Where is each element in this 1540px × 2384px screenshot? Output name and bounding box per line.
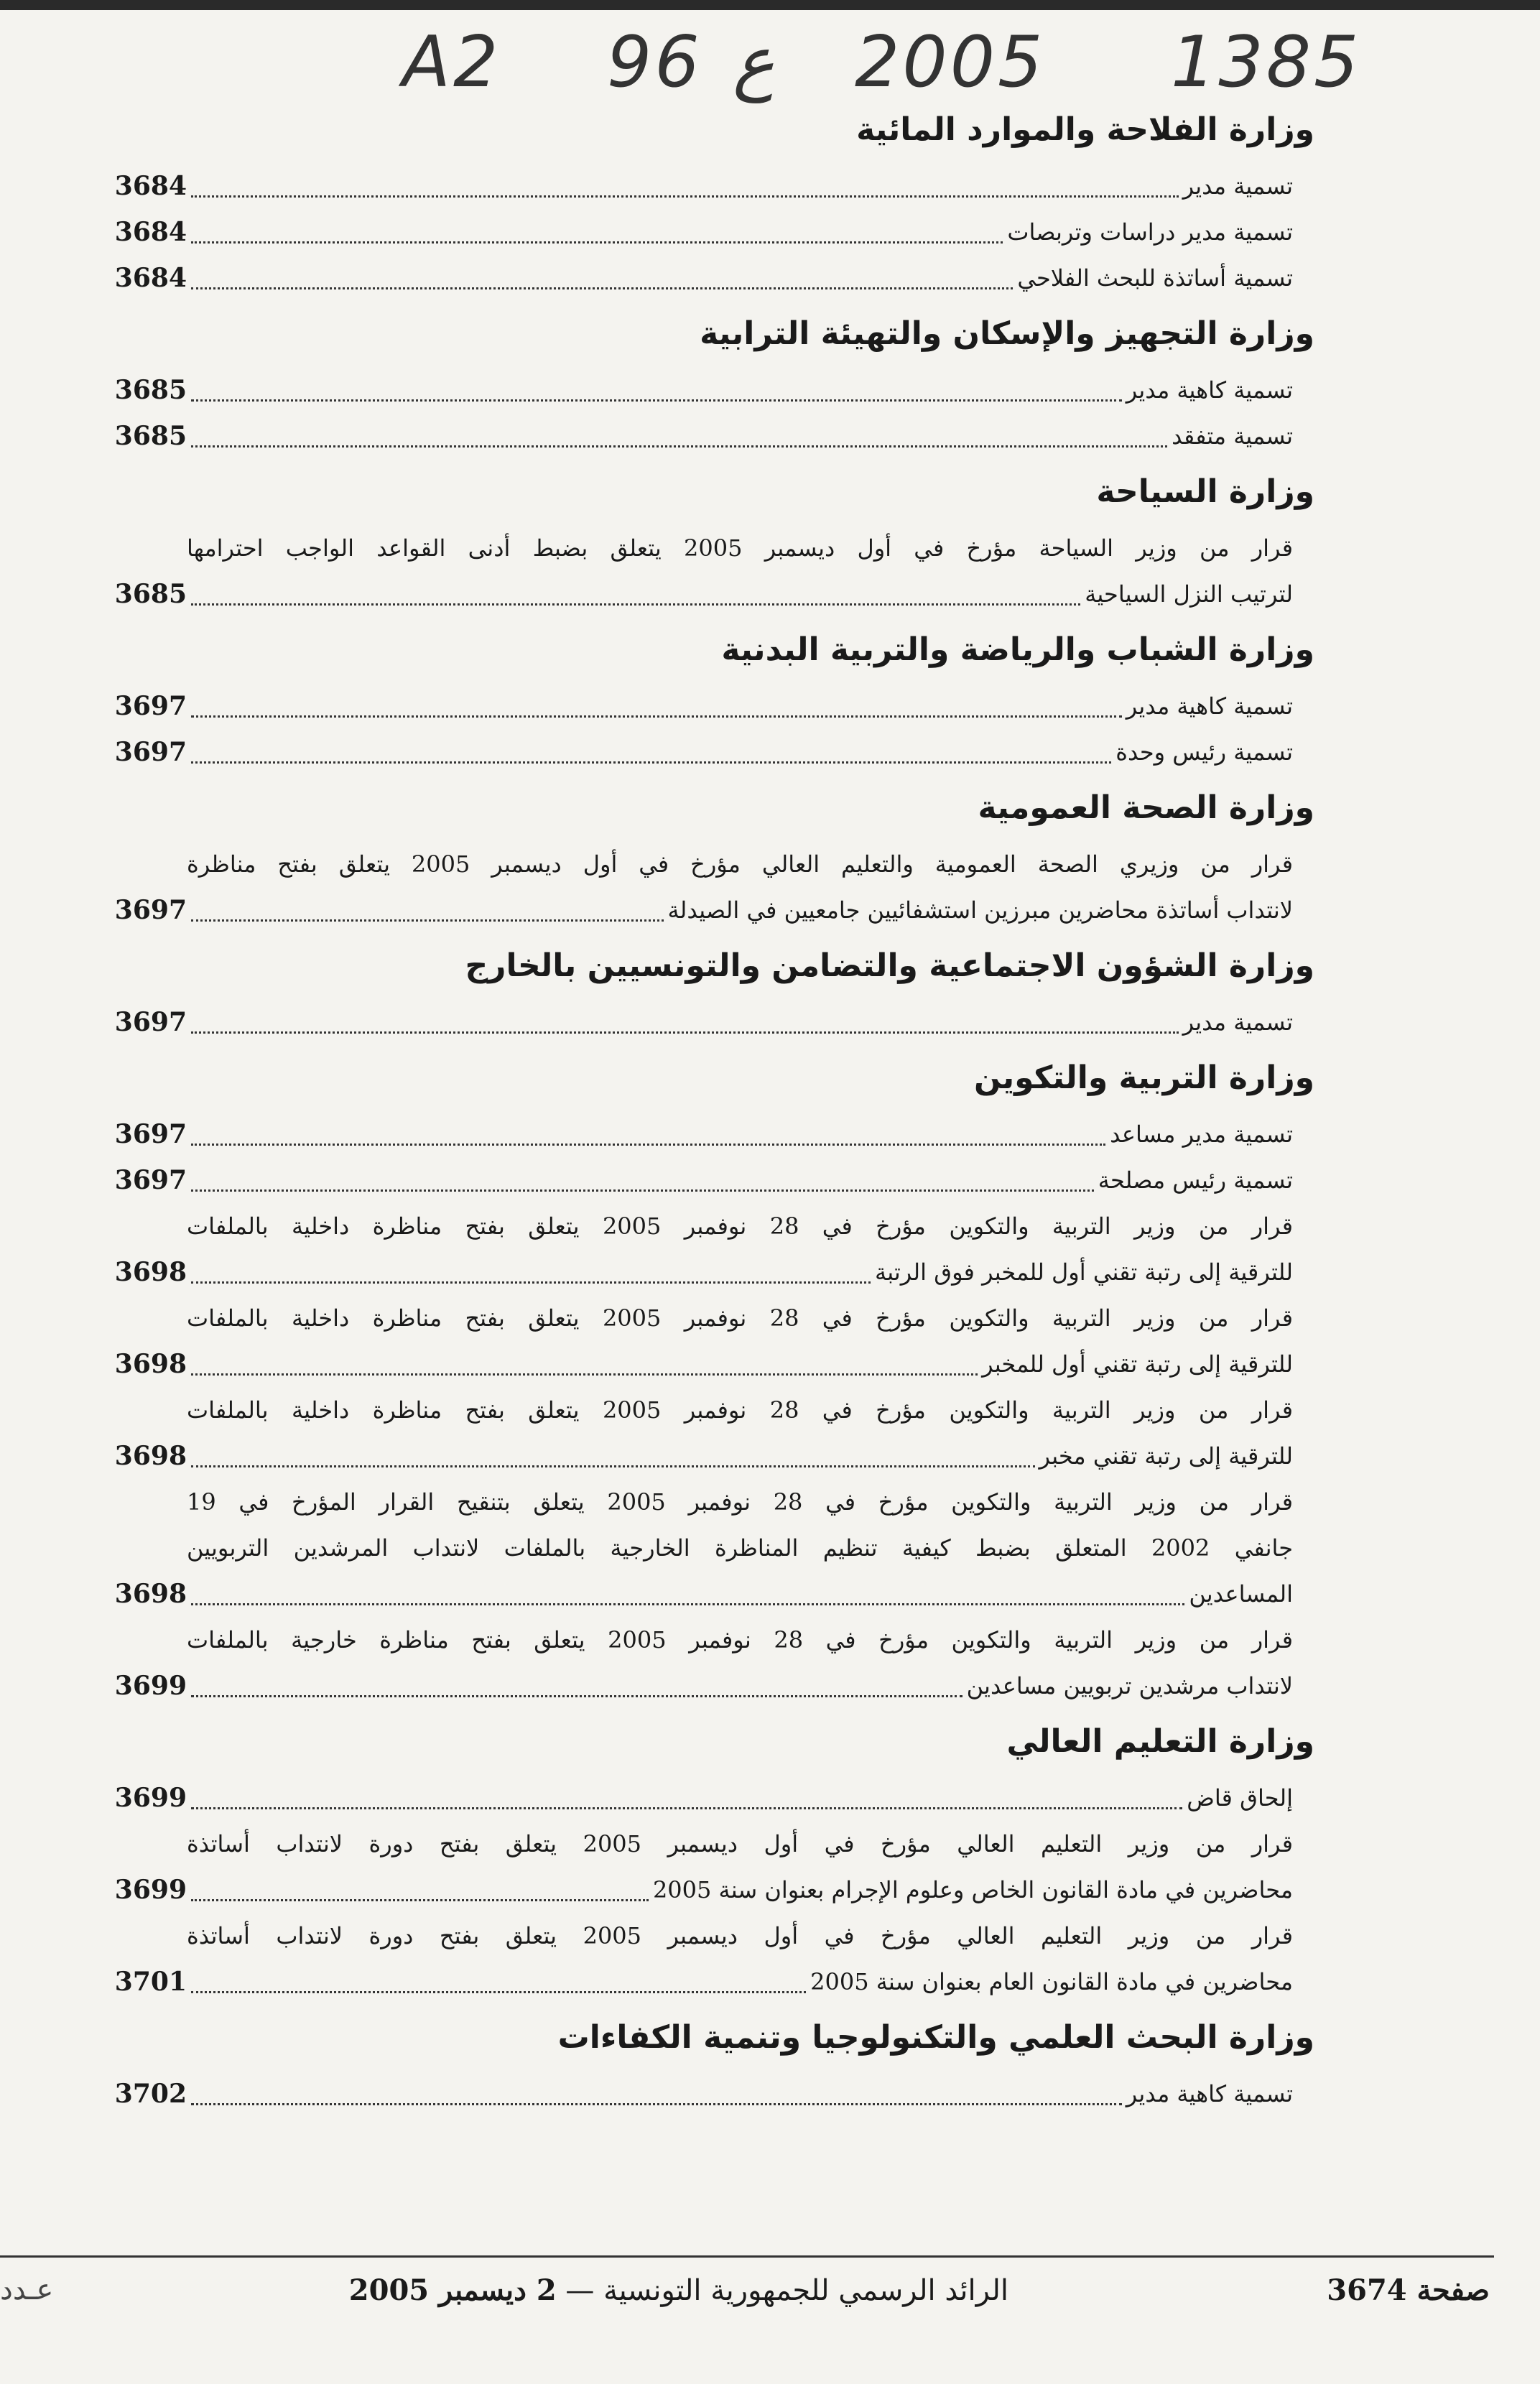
entry-page-number: 3685 <box>114 421 187 451</box>
issue-label-cut: عـدد <box>0 2273 54 2306</box>
leader-dots <box>191 287 1013 289</box>
leader-dots <box>191 1144 1105 1146</box>
handwritten-number: 96 <box>607 22 702 103</box>
ministry-title: وزارة الصحة العمومية <box>978 789 1314 826</box>
entry-text-line: لترتيب النزل السياحية <box>1085 580 1293 608</box>
entry-page-number: 3698 <box>114 1441 187 1471</box>
ministry-section <box>108 1055 1314 1709</box>
ministry-section <box>108 627 1314 775</box>
entry-text: تسمية مدير <box>1182 172 1293 200</box>
gazette-date: 2 ديسمبر 2005 <box>348 2273 557 2307</box>
entry-text-line: لانتداب مرشدين تربويين مساعدين <box>966 1672 1293 1699</box>
toc-entry <box>108 1157 1293 1203</box>
entry-text-line: قرار من وزير التعليم العالي مؤرخ في أول ديسمبر 2005 يتعلق بفتح دورة لانتداب أساتذة <box>187 1830 1294 1857</box>
leader-dots <box>191 603 1080 606</box>
entry-text-line: المساعدين <box>1189 1580 1293 1608</box>
ministry-section <box>108 943 1314 1045</box>
leader-dots <box>191 399 1122 402</box>
toc-entry <box>108 841 1293 933</box>
page-footer <box>0 2273 1540 2316</box>
leader-dots <box>191 1807 1182 1809</box>
leader-dots <box>191 715 1122 718</box>
entry-text: تسمية مدير <box>1182 1008 1293 1036</box>
entry-page-number: 3697 <box>114 895 187 925</box>
gazette-title <box>349 2273 1008 2307</box>
toc-entry <box>108 209 1293 255</box>
entry-page-number: 3699 <box>114 1875 187 1905</box>
entry-text: تسمية مدير مساعد <box>1110 1121 1293 1148</box>
ministry-section <box>108 311 1314 459</box>
toc-entry <box>108 1913 1293 2005</box>
toc-entry <box>108 1203 1293 1295</box>
entry-text: إلحاق قاض <box>1187 1784 1293 1812</box>
entry-text-line: للترقية إلى رتبة تقني أول للمخبر فوق الرتبة <box>875 1258 1293 1286</box>
entry-page-number: 3697 <box>114 1119 187 1149</box>
ministry-title: وزارة السياحة <box>1096 473 1314 510</box>
entry-text-line: محاضرين في مادة القانون العام بعنوان سنة 2005 <box>810 1968 1293 1995</box>
leader-dots <box>191 1465 1035 1467</box>
entry-text-line: قرار من وزير التربية والتكوين مؤرخ في 28 نوفمبر 2005 يتعلق بفتح مناظرة داخلية بالملفات <box>187 1304 1294 1332</box>
entry-text-line: محاضرين في مادة القانون الخاص وعلوم الإجرام بعنوان سنة 2005 <box>652 1876 1293 1903</box>
entry-text-line: قرار من وزيري الصحة العمومية والتعليم العالي مؤرخ في أول ديسمبر 2005 يتعلق بفتح مناظرة <box>187 850 1294 878</box>
leader-dots <box>191 1899 649 1901</box>
entry-page-number: 3697 <box>114 737 187 767</box>
entry-page-number: 3685 <box>114 375 187 405</box>
toc-entry <box>108 1295 1293 1387</box>
entry-text: تسمية كاهية مدير <box>1126 692 1293 720</box>
ministry-title: وزارة الشؤون الاجتماعية والتضامن والتونسيين بالخارج <box>465 947 1314 984</box>
entry-page-number: 3698 <box>114 1579 187 1609</box>
ministry-title: وزارة التعليم العالي <box>1006 1723 1314 1760</box>
footer-separator: — <box>565 2274 595 2307</box>
handwritten-year: 2005 <box>855 22 1046 103</box>
handwritten-annotation <box>402 14 1393 101</box>
toc-entry <box>108 413 1293 459</box>
entry-page-number: 3697 <box>114 1007 187 1037</box>
entry-page-number: 3699 <box>114 1783 187 1813</box>
leader-dots <box>191 1281 871 1284</box>
toc-entry <box>108 367 1293 413</box>
entry-text: تسمية كاهية مدير <box>1126 2080 1293 2107</box>
leader-dots <box>191 1189 1094 1192</box>
ministry-title: وزارة الفلاحة والموارد المائية <box>856 111 1314 148</box>
entry-text: تسمية متفقد <box>1172 422 1293 450</box>
entry-text-line: قرار من وزير السياحة مؤرخ في أول ديسمبر 2005 يتعلق بضبط أدنى القواعد الواجب احترامها <box>187 534 1294 562</box>
page-number: صفحة 3674 <box>1327 2273 1490 2307</box>
entry-text: تسمية رئيس مصلحة <box>1098 1167 1293 1194</box>
leader-dots <box>191 1603 1184 1605</box>
entry-text-line: جانفي 2002 المتعلق بضبط كيفية تنظيم المناظرة الخارجية بالملفات لانتداب المرشدين التربويين <box>187 1534 1294 1562</box>
entry-text: تسمية كاهية مدير <box>1126 376 1293 404</box>
entry-page-number: 3698 <box>114 1257 187 1287</box>
entry-text-line: للترقية إلى رتبة تقني مخبر <box>1039 1442 1293 1470</box>
entry-page-number: 3702 <box>114 2079 187 2109</box>
ministry-section <box>108 469 1314 617</box>
entry-page-number: 3697 <box>114 1165 187 1195</box>
handwritten-letter: ع <box>733 22 775 103</box>
entry-text-line: قرار من وزير التربية والتكوين مؤرخ في 28 نوفمبر 2005 يتعلق بفتح مناظرة داخلية بالملفات <box>187 1396 1294 1424</box>
entry-text: تسمية مدير دراسات وتربصات <box>1007 218 1293 246</box>
entry-page-number: 3684 <box>114 263 187 293</box>
leader-dots <box>191 1695 962 1697</box>
ministry-section <box>108 785 1314 933</box>
leader-dots <box>191 445 1167 447</box>
entry-page-number: 3701 <box>114 1967 187 1997</box>
leader-dots <box>191 1991 806 1993</box>
leader-dots <box>191 241 1003 243</box>
handwritten-code: A2 <box>402 22 501 103</box>
toc-entry <box>108 1111 1293 1157</box>
scan-top-edge <box>0 0 1540 10</box>
ministry-title: وزارة الشباب والرياضة والتربية البدنية <box>721 631 1314 668</box>
entry-page-number: 3698 <box>114 1349 187 1379</box>
entry-page-number: 3697 <box>114 691 187 721</box>
toc-entry <box>108 683 1293 729</box>
leader-dots <box>191 1373 978 1376</box>
toc-entry <box>108 525 1293 617</box>
toc-entry <box>108 1775 1293 1821</box>
ministry-title: وزارة التجهيز والإسكان والتهيئة الترابية <box>700 315 1314 352</box>
entry-page-number: 3684 <box>114 217 187 247</box>
toc-entry <box>108 729 1293 775</box>
table-of-contents <box>108 97 1314 2127</box>
handwritten-issue: 1385 <box>1171 22 1362 103</box>
ministry-section <box>108 2015 1314 2117</box>
toc-entry <box>108 1821 1293 1913</box>
leader-dots <box>191 1031 1179 1034</box>
entry-text: تسمية رئيس وحدة <box>1115 738 1293 766</box>
ministry-title: وزارة البحث العلمي والتكنولوجيا وتنمية الكفاءات <box>557 2019 1314 2056</box>
toc-entry <box>108 1617 1293 1709</box>
toc-entry <box>108 1479 1293 1617</box>
entry-page-number: 3685 <box>114 579 187 609</box>
toc-entry <box>108 999 1293 1045</box>
leader-dots <box>191 2103 1122 2105</box>
toc-entry <box>108 255 1293 301</box>
entry-text-line: قرار من وزير التربية والتكوين مؤرخ في 28 نوفمبر 2005 يتعلق بتنقيح القرار المؤرخ في 19 <box>187 1488 1294 1516</box>
leader-dots <box>191 919 664 922</box>
ministry-section <box>108 1719 1314 2005</box>
entry-page-number: 3699 <box>114 1671 187 1701</box>
leader-dots <box>191 761 1111 764</box>
ministry-title: وزارة التربية والتكوين <box>973 1059 1314 1096</box>
ministry-section <box>108 107 1314 301</box>
footer-rule <box>0 2255 1494 2258</box>
entry-text-line: لانتداب أساتذة محاضرين مبرزين استشفائيين جامعيين في الصيدلة <box>667 896 1293 924</box>
gazette-name: الرائد الرسمي للجمهورية التونسية <box>603 2274 1008 2307</box>
entry-text-line: قرار من وزير التربية والتكوين مؤرخ في 28 نوفمبر 2005 يتعلق بفتح مناظرة خارجية بالملفات <box>187 1626 1294 1654</box>
leader-dots <box>191 195 1179 198</box>
entry-text-line: للترقية إلى رتبة تقني أول للمخبر <box>982 1350 1293 1378</box>
entry-text: تسمية أساتذة للبحث الفلاحي <box>1017 264 1293 292</box>
toc-entry <box>108 163 1293 209</box>
toc-entry <box>108 1387 1293 1479</box>
entry-page-number: 3684 <box>114 171 187 201</box>
entry-text-line: قرار من وزير التعليم العالي مؤرخ في أول ديسمبر 2005 يتعلق بفتح دورة لانتداب أساتذة <box>187 1922 1294 1949</box>
toc-entry <box>108 2071 1293 2117</box>
entry-text-line: قرار من وزير التربية والتكوين مؤرخ في 28 نوفمبر 2005 يتعلق بفتح مناظرة داخلية بالملفات <box>187 1212 1294 1240</box>
